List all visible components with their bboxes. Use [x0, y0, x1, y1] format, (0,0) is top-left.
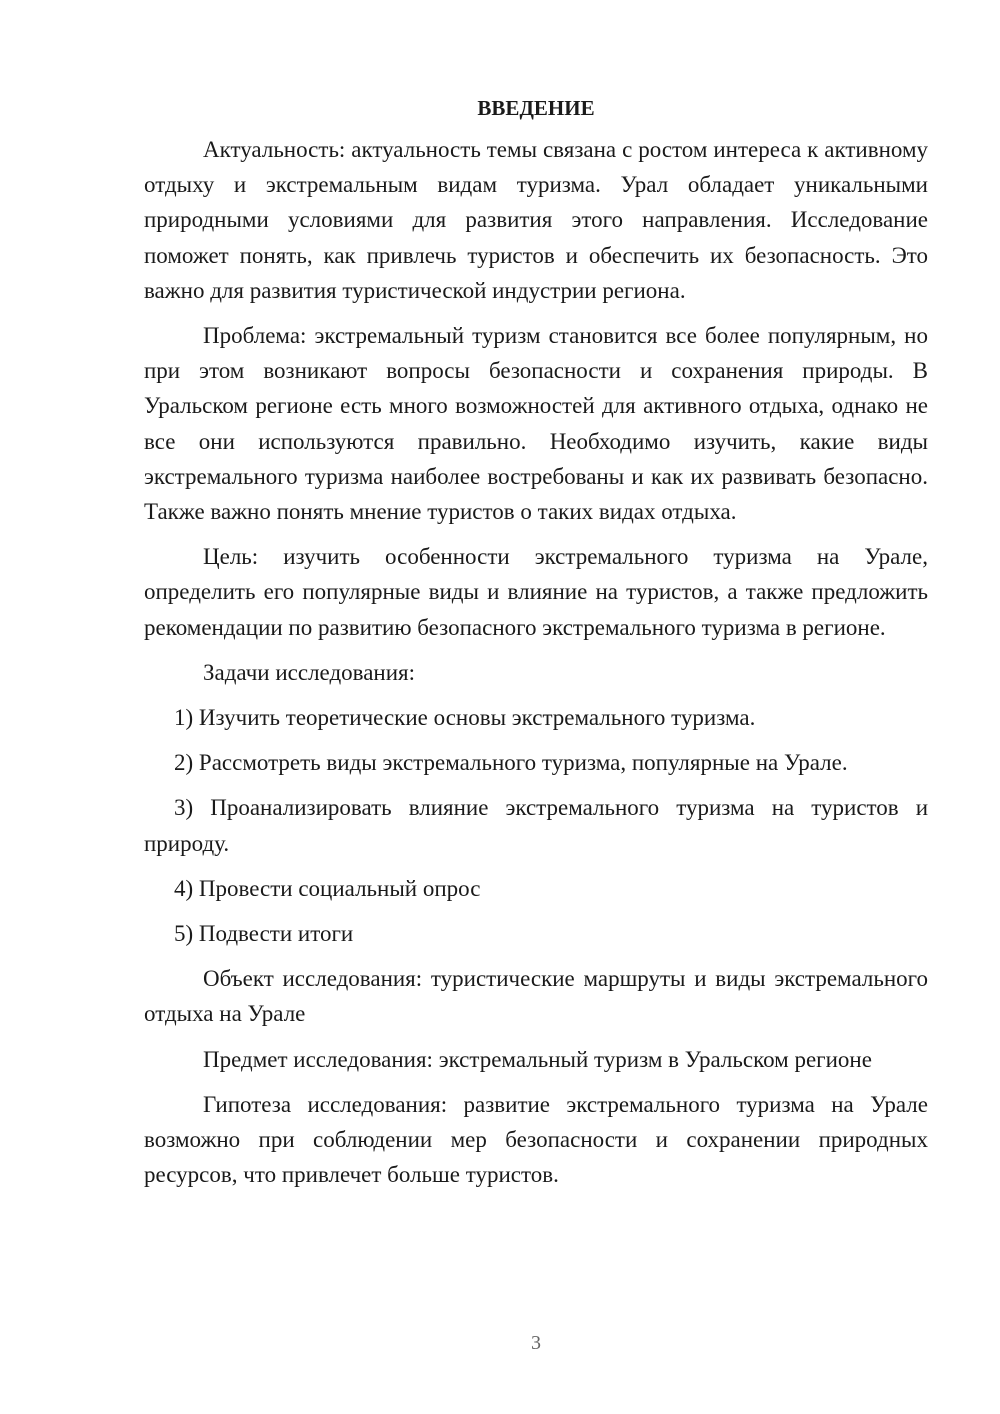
hypothesis-paragraph: Гипотеза исследования: развитие экстремального туризма на Урале возможно при соблюдении мер безопасности и сохранении природных ресурсов, что привлечет больше туристов. — [144, 1091, 928, 1188]
task-item-4: 4) Провести социальный опрос — [174, 875, 481, 901]
relevance-paragraph: Актуальность: актуальность темы связана с ростом интереса к активному отдыху и экстремальным видам туризма. Урал обладает уникальными природными условиями для развития этого направления. Исследование поможет понять, как привлечь туристов и обеспечить их безопасность. Это важно для развития туристической индустрии региона. — [144, 137, 928, 303]
task-item-1: 1) Изучить теоретические основы экстремального туризма. — [174, 705, 756, 731]
task-item-3: 3) Проанализировать влияние экстремального туризма на туристов и природу. — [144, 795, 928, 856]
task-item-2: 2) Рассмотреть виды экстремального туризма, популярные на Урале. — [174, 750, 848, 776]
page-number: 3 — [531, 1332, 541, 1354]
object-paragraph: Объект исследования: туристические маршруты и виды экстремального отдыха на Урале — [144, 966, 928, 1027]
task-item-5: 5) Подвести итоги — [174, 921, 354, 947]
subject-paragraph: Предмет исследования: экстремальный туризм в Уральском регионе — [203, 1046, 872, 1072]
goal-paragraph: Цель: изучить особенности экстремального туризма на Урале, определить его популярные виды и влияние на туристов, а также предложить рекомендации по развитию безопасного экстремального туризма в регионе. — [144, 544, 928, 640]
tasks-heading: Задачи исследования: — [203, 659, 416, 685]
problem-paragraph: Проблема: экстремальный туризм становится все более популярным, но при этом возникают вопросы безопасности и сохранения природы. В Уральском регионе есть много возможностей для активного отдыха, однако не все они используются правильно. Необходимо изучить, какие виды экстремального туризма наиболее востребованы и как их развивать безопасно. Также важно понять мнение туристов о таких видах отдыха. — [144, 323, 928, 525]
section-title: ВВЕДЕНИЕ — [477, 96, 595, 120]
document-body — [144, 91, 928, 1202]
